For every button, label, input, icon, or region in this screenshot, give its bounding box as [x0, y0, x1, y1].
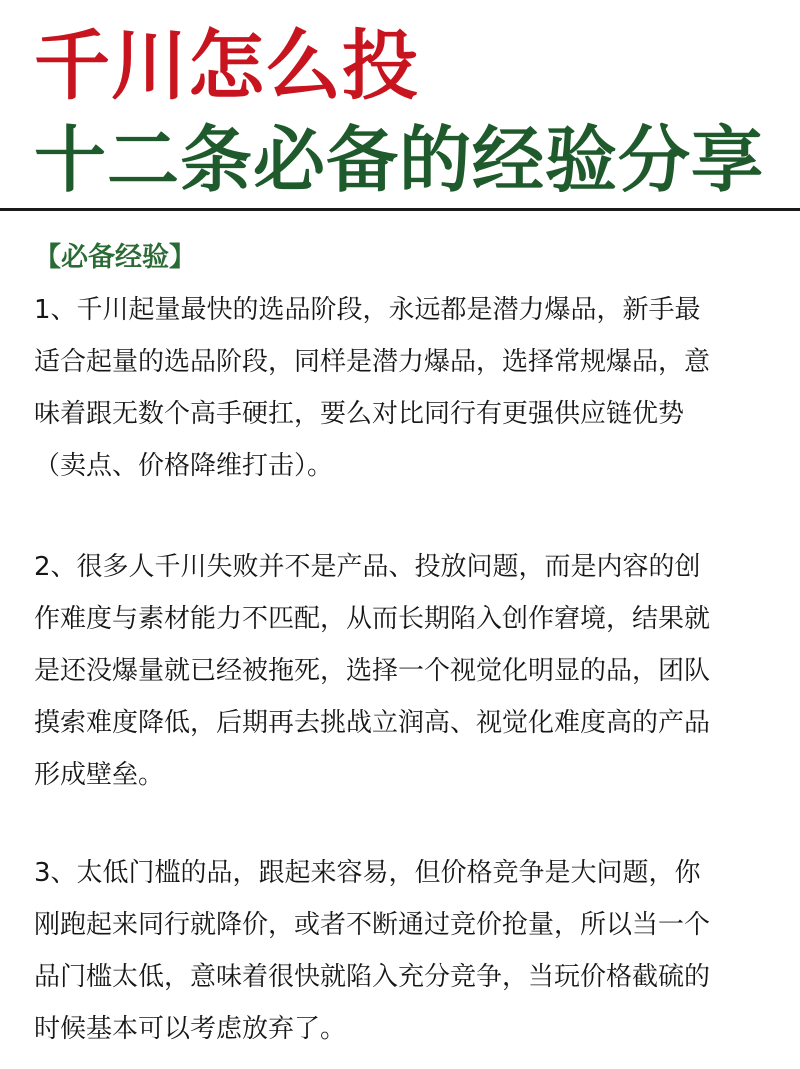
paragraph-line: 1、千川起量最快的选品阶段，永远都是潜力爆品，新手最: [34, 295, 701, 325]
paragraph-line: 作难度与素材能力不匹配，从而长期陷入创作窘境，结果就: [34, 604, 711, 634]
paragraph-1: [34, 284, 772, 492]
paragraph-line: 刚跑起来同行就降价，或者不断通过竞价抢量，所以当一个: [34, 910, 711, 940]
paragraph-line: 2、很多人千川失败并不是产品、投放问题，而是内容的创: [34, 552, 701, 582]
header-divider: [0, 208, 800, 211]
paragraph-line: 摸索难度降低，后期再去挑战立润高、视觉化难度高的产品: [34, 708, 711, 738]
paragraph-line: 3、太低门槛的品，跟起来容易，但价格竞争是大问题，你: [34, 858, 701, 888]
paragraph-2: [34, 541, 772, 801]
paragraph-line: 品门槛太低，意味着很快就陷入充分竞争，当玩价格截硫的: [34, 962, 711, 992]
paragraph-line: 是还没爆量就已经被拖死，选择一个视觉化明显的品，团队: [34, 656, 711, 686]
paragraph-line: 时候基本可以考虑放弃了。: [34, 1014, 347, 1044]
paragraph-line: 适合起量的选品阶段，同样是潜力爆品，选择常规爆品，意: [34, 347, 711, 377]
paragraph-3: [34, 847, 772, 1055]
title-line-1: 千川怎么投: [34, 21, 419, 110]
paragraph-line: 形成壁垒。: [34, 760, 165, 790]
section-heading: 【必备经验】: [34, 242, 196, 273]
paragraph-line: （卖点、价格降维打击）。: [34, 451, 334, 481]
paragraph-line: 味着跟无数个高手硬扛，要么对比同行有更强供应链优势: [34, 399, 685, 429]
title-line-2: 十二条必备的经验分享: [34, 118, 765, 202]
